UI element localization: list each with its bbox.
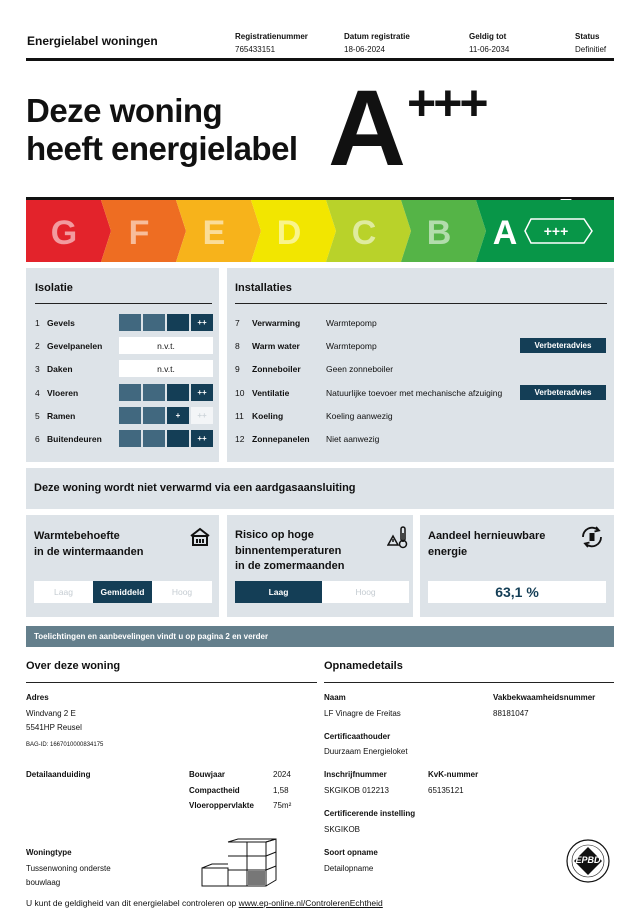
registration-label: Inschrijfnummer [324, 770, 387, 779]
row-label: Ventilatie [252, 388, 290, 398]
row-number: 12 [235, 434, 245, 444]
gas-connection-text: Deze woning wordt niet verwarmd via een aardgasaansluiting [34, 482, 356, 494]
status-label: Status [575, 32, 600, 41]
competence-number-value: 88181047 [493, 709, 529, 718]
isolation-rating-bar [119, 407, 213, 424]
footer-sentence: U kunt de geldigheid van dit energielabel controleren op [26, 898, 239, 908]
bag-id: BAG-ID: 1667010000834175 [26, 742, 104, 748]
hero-line-1: Deze woning [26, 92, 223, 129]
row-label: Ramen [47, 411, 76, 421]
floor-area-value: 75m² [273, 801, 292, 810]
valid-until-block [469, 30, 509, 56]
registration-date-value: 18-06-2024 [344, 45, 385, 54]
status-value: Definitief [575, 45, 607, 54]
overheating-risk-title-line-2: binnentemperaturen [235, 544, 342, 557]
rating-segment [167, 430, 189, 447]
row-value: Warmtepomp [326, 341, 377, 351]
energy-label-letter: A [328, 67, 404, 188]
registration-number-value: 765433151 [235, 45, 276, 54]
detail-designation-label: Detailaanduiding [26, 770, 91, 779]
build-year-value: 2024 [273, 770, 291, 779]
certifying-body-value: SKGIKOB [324, 825, 361, 834]
inspection-details-divider [324, 682, 614, 683]
row-label: Buitendeuren [47, 434, 102, 444]
row-number: 9 [235, 364, 240, 374]
isolation-rating-bar [119, 360, 213, 377]
isolation-rating-bar [119, 430, 213, 447]
rating-segment [119, 407, 141, 424]
scale-option-laag: Laag [54, 587, 73, 597]
row-value: Warmtepomp [326, 318, 377, 328]
heat-demand-title-line-2: in de wintermaanden [34, 546, 144, 558]
isolation-title: Isolatie [35, 282, 73, 294]
document-type-title: Energielabel woningen [27, 34, 158, 48]
isolation-not-applicable: n.v.t. [119, 360, 213, 377]
row-label: Daken [47, 364, 73, 374]
registration-date-block [344, 30, 410, 56]
isolation-row [35, 407, 215, 424]
kvk-label: KvK-nummer [428, 770, 479, 779]
heat-demand-scale [34, 581, 212, 603]
gas-connection-banner [26, 468, 614, 509]
installations-panel [227, 268, 614, 462]
explanation-banner: Toelichtingen en aanbevelingen vindt u op pagina 2 en verder [26, 626, 614, 647]
hero-line-2: heeft energielabel [26, 130, 298, 167]
epbd-logo-text: EPBD [575, 855, 601, 865]
energy-label-plus: +++ [407, 75, 486, 131]
row-number: 8 [235, 341, 240, 351]
row-value: Geen zonneboiler [326, 364, 394, 374]
inspection-details-title: Opnamedetails [324, 660, 403, 672]
isolation-row [35, 337, 215, 354]
scale-letter-d: D [276, 214, 302, 252]
isolation-rating-bar [119, 337, 213, 354]
renewable-cycle-icon [579, 524, 605, 550]
hero-heading [26, 92, 298, 168]
assessor-name-value: LF Vinagre de Freitas [324, 709, 401, 718]
scale-option-gemiddeld: Gemiddeld [93, 581, 152, 603]
dwelling-type-label: Woningtype [26, 848, 72, 857]
dwelling-type-line-1: Tussenwoning onderste [26, 864, 111, 873]
dwelling-type-building-icon [200, 838, 300, 890]
row-label: Zonnepanelen [252, 434, 310, 444]
installations-title: Installaties [235, 282, 292, 294]
isolation-row [35, 314, 215, 331]
installation-row [235, 430, 610, 447]
isolation-divider [35, 303, 212, 304]
installation-row [235, 314, 610, 331]
rating-segment [167, 384, 189, 401]
rating-segment [119, 384, 141, 401]
renewable-energy-panel [420, 515, 614, 617]
thermometer-warning-icon [387, 525, 409, 549]
row-number: 11 [235, 411, 244, 421]
competence-number-label: Vakbekwaamheidsnummer [493, 693, 596, 702]
about-house-title: Over deze woning [26, 660, 121, 672]
dwelling-type-line-2: bouwlaag [26, 878, 61, 887]
floor-area-label: Vloeroppervlakte [189, 801, 254, 810]
renewable-energy-value: 63,1 % [428, 581, 606, 603]
row-number: 6 [35, 434, 40, 444]
header-divider [26, 58, 614, 61]
isolation-panel [26, 268, 219, 462]
epbd-logo [565, 838, 611, 884]
scale-option-hoog: Hoog [171, 587, 193, 597]
isolation-row [35, 384, 215, 401]
scale-letter-e: E [202, 214, 226, 252]
compactness-label: Compactheid [189, 786, 240, 795]
row-number: 1 [35, 318, 40, 328]
compactness-value: 1,58 [273, 786, 289, 795]
registration-number-block [235, 30, 308, 56]
scale-option-hoog: Hoog [355, 587, 376, 597]
row-number: 2 [35, 341, 40, 351]
row-label: Gevelpanelen [47, 341, 103, 351]
heat-demand-title [34, 528, 143, 560]
row-value: Koeling aanwezig [326, 411, 393, 421]
rating-segment: ++ [191, 430, 213, 447]
heat-demand-title-line-1: Warmtebehoefte [34, 530, 120, 542]
rating-segment [119, 314, 141, 331]
certifying-body-label: Certificerende instelling [324, 809, 416, 818]
row-label: Vloeren [47, 388, 79, 398]
registration-date-label: Datum registratie [344, 32, 410, 41]
installations-divider [235, 303, 607, 304]
isolation-row [35, 430, 215, 447]
scale-option-laag: Laag [235, 581, 322, 603]
rating-segment: ++ [191, 314, 213, 331]
address-label: Adres [26, 693, 49, 702]
overheating-risk-scale [235, 581, 409, 603]
assessor-name-label: Naam [324, 693, 346, 702]
overheating-risk-title-line-3: in de zomermaanden [235, 560, 345, 572]
heat-demand-panel [26, 515, 219, 617]
overheating-risk-title [235, 528, 344, 575]
isolation-rating-bar [119, 384, 213, 401]
renewable-energy-title-line-1: Aandeel hernieuwbare [428, 530, 546, 542]
house-heat-icon [189, 527, 211, 547]
isolation-row [35, 360, 215, 377]
status-block [575, 30, 606, 56]
row-number: 10 [235, 388, 245, 398]
rating-segment [143, 430, 165, 447]
scale-letter-a: A [492, 214, 518, 252]
registration-value: SKGIKOB 012213 [324, 786, 389, 795]
rating-segment [143, 384, 165, 401]
scale-letter-g: G [50, 214, 78, 252]
row-label: Warm water [252, 341, 300, 351]
improvement-advice-button[interactable]: Verbeteradvies [520, 385, 606, 400]
renewable-energy-title-line-2: energie [428, 546, 468, 558]
row-number: 7 [235, 318, 240, 328]
row-label: Verwarming [252, 318, 301, 328]
overheating-risk-title-line-1: Risico op hoge [235, 529, 314, 541]
row-number: 4 [35, 388, 40, 398]
scale-plus-text: +++ [543, 223, 569, 239]
row-number: 5 [35, 411, 40, 421]
rating-segment: + [167, 407, 189, 424]
improvement-advice-button[interactable]: Verbeteradvies [520, 338, 606, 353]
energy-scale [26, 200, 614, 262]
address-line-2: 5541HP Reusel [26, 723, 82, 732]
overheating-risk-panel [227, 515, 413, 617]
row-value: Natuurlijke toevoer met mechanische afzuiging [326, 388, 503, 398]
scale-letter-c: C [351, 214, 377, 252]
inspection-type-value: Detailopname [324, 864, 374, 873]
isolation-not-applicable: n.v.t. [119, 337, 213, 354]
valid-until-label: Geldig tot [469, 32, 507, 41]
rating-segment [143, 314, 165, 331]
isolation-rating-bar [119, 314, 213, 331]
rating-segment [119, 430, 141, 447]
rating-segment [143, 407, 165, 424]
rating-segment: ++ [191, 384, 213, 401]
valid-until-value: 11-06-2034 [469, 45, 510, 54]
verification-link[interactable]: www.ep-online.nl/ControlerenEchtheid [238, 898, 383, 908]
row-number: 3 [35, 364, 40, 374]
row-label: Koeling [252, 411, 284, 421]
installation-row [235, 360, 610, 377]
installation-row [235, 384, 610, 401]
certificate-holder-value: Duurzaam Energieloket [324, 747, 408, 756]
inspection-type-label: Soort opname [324, 848, 378, 857]
row-value: Niet aanwezig [326, 434, 380, 444]
row-label: Gevels [47, 318, 75, 328]
build-year-label: Bouwjaar [189, 770, 226, 779]
installation-row [235, 337, 610, 354]
row-label: Zonneboiler [252, 364, 301, 374]
about-house-divider [26, 682, 317, 683]
kvk-value: 65135121 [428, 786, 464, 795]
scale-letter-b: B [426, 214, 452, 252]
registration-number-label: Registratienummer [235, 32, 308, 41]
footer-text [26, 898, 383, 908]
scale-letter-f: F [128, 214, 150, 252]
certificate-holder-label: Certificaathouder [324, 732, 391, 741]
rating-segment: ++ [191, 407, 213, 424]
installation-row [235, 407, 610, 424]
address-line-1: Windvang 2 E [26, 709, 76, 718]
renewable-energy-title [428, 528, 545, 560]
rating-segment [167, 314, 189, 331]
